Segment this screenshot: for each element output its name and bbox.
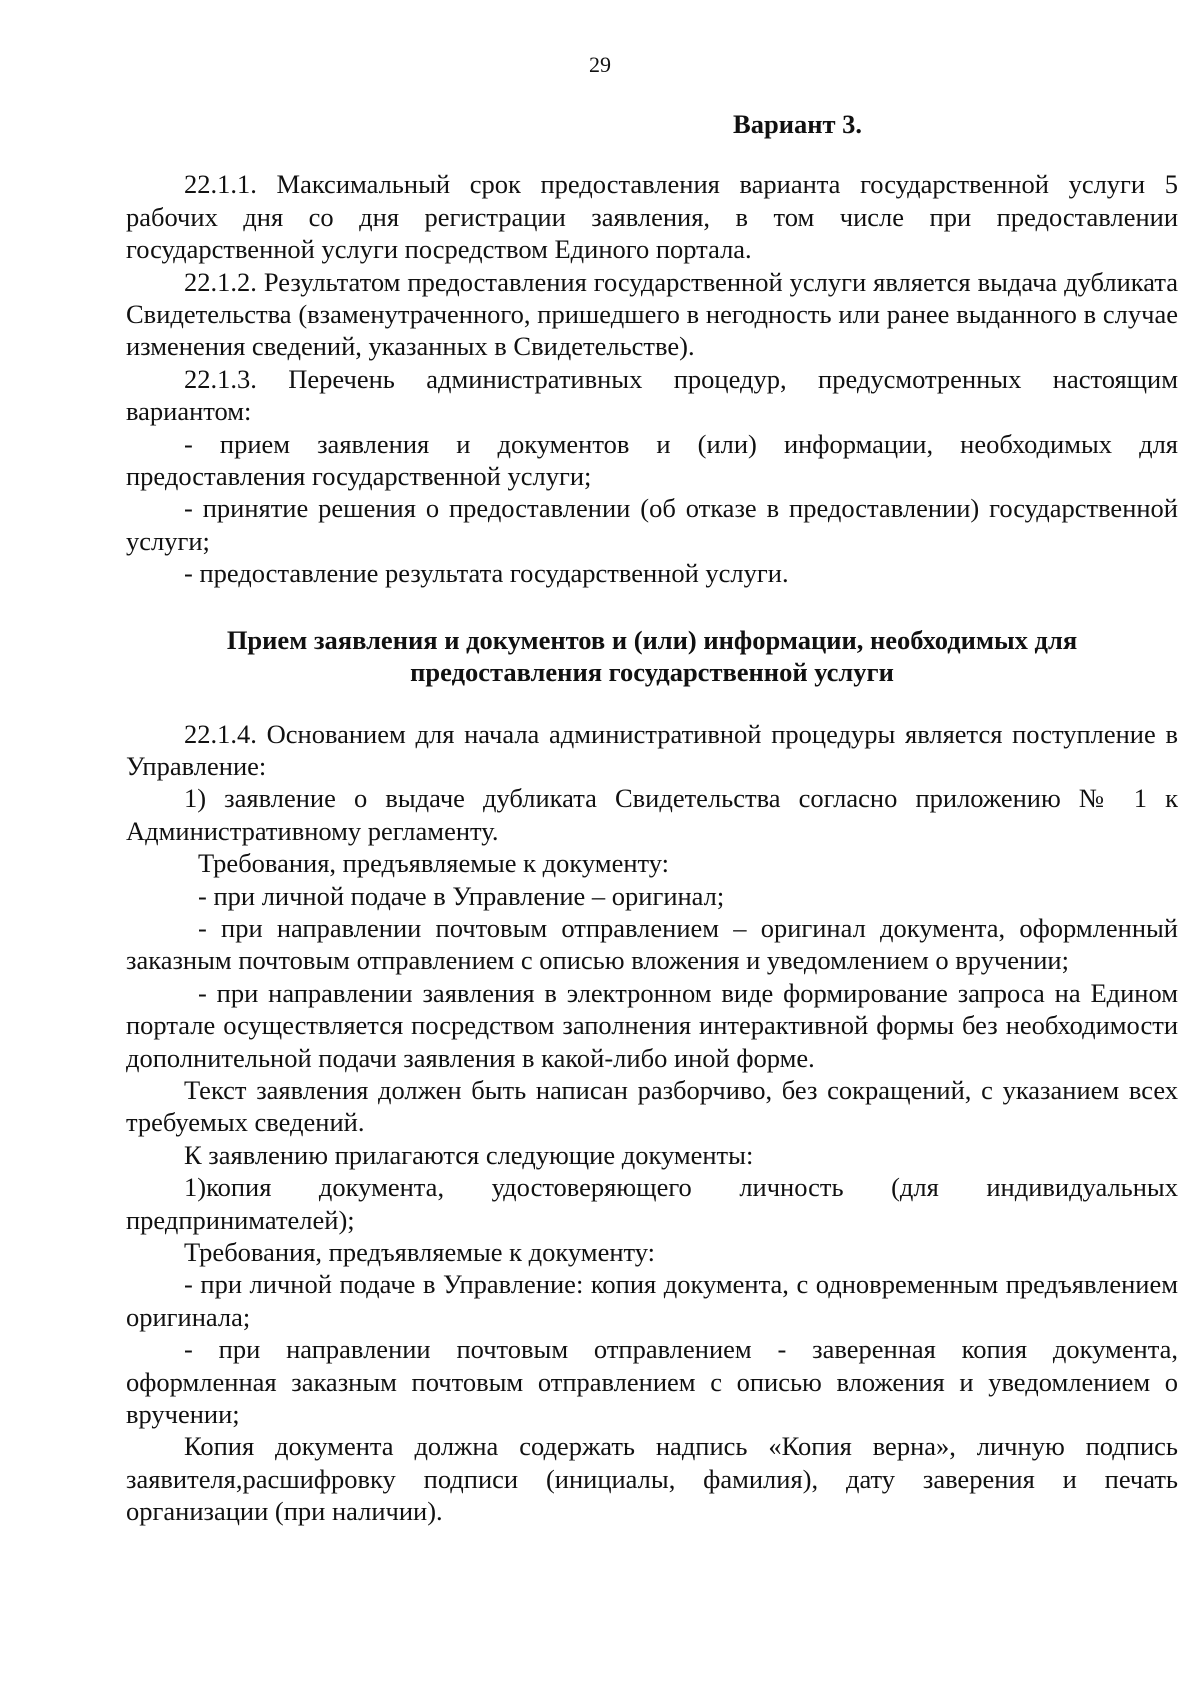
paragraph-application: 1) заявление о выдаче дубликата Свидетельства согласно приложению № 1 к Административному регламенту. [126, 783, 1178, 846]
list-item-procedure-3: - предоставление результата государственной услуги. [184, 558, 789, 589]
paragraph-copy-certification: Копия документа должна содержать надпись «Копия верна», личную подпись заявителя,расшифровку подписи (инициалы, фамилия), дату заверения и печать организации (при наличии). [126, 1431, 1178, 1527]
list-item-procedure-1: - прием заявления и документов и (или) информации, необходимых для предоставления государственной услуги; [126, 428, 1178, 492]
variant-title: Вариант 3. [733, 109, 862, 139]
list-item-copy-postal: - при направлении почтовым отправлением - заверенная копия документа, оформленная заказным почтовым отправлением с описью вложения и уведомлением о вручении; [126, 1334, 1178, 1430]
list-item-personal-submission: - при личной подаче в Управление – оригинал; [198, 880, 725, 911]
paragraph-22-1-1: 22.1.1. Максимальный срок предоставления варианта государственной услуги 5 рабочих дня со дня регистрации заявления, в том числе при предоставлении государственной услуги посредством Единого портала. [126, 169, 1178, 265]
paragraph-22-1-2: 22.1.2. Результатом предоставления государственной услуги является выдача дубликата Свидетельства (взаменутраченного, пришедшего в негодность или ранее выданного в случае изменения сведений, указанных в Свидетельстве). [126, 266, 1178, 362]
paragraph-requirements-1: Требования, предъявляемые к документу: [198, 848, 670, 879]
list-item-copy-personal: - при личной подаче в Управление: копия документа, с одновременным предъявлением оригинала; [126, 1269, 1178, 1332]
list-item-procedure-2: - принятие решения о предоставлении (об отказе в предоставлении) государственной услуги; [126, 493, 1178, 556]
document-body [126, 108, 1178, 1528]
paragraph-22-1-4: 22.1.4. Основанием для начала административной процедуры является поступление в Управление: [126, 718, 1178, 781]
page-number: 29 [589, 52, 611, 77]
list-item-electronic-submission: - при направлении заявления в электронном виде формирование запроса на Едином портале осуществляется посредством заполнения интерактивной формы без необходимости дополнительной подачи заявления в какой-либо иной форме. [126, 977, 1178, 1073]
list-item-identity-copy: 1)копия документа, удостоверяющего личность (для индивидуальных предпринимателей); [126, 1172, 1178, 1235]
paragraph-22-1-3: 22.1.3. Перечень административных процедур, предусмотренных настоящим вариантом: [126, 363, 1178, 427]
paragraph-text-requirements: Текст заявления должен быть написан разборчиво, без сокращений, с указанием всех требуемых сведений. [126, 1074, 1178, 1138]
list-item-postal-submission: - при направлении почтовым отправлением – оригинал документа, оформленный заказным почтовым отправлением с описью вложения и уведомлением о вручении; [126, 912, 1178, 976]
paragraph-attached-documents: К заявлению прилагаются следующие документы: [184, 1139, 754, 1170]
section-title: Прием заявления и документов и (или) информации, необходимых для предоставления государственной услуги [226, 624, 1078, 688]
paragraph-requirements-2: Требования, предъявляемые к документу: [184, 1237, 656, 1267]
